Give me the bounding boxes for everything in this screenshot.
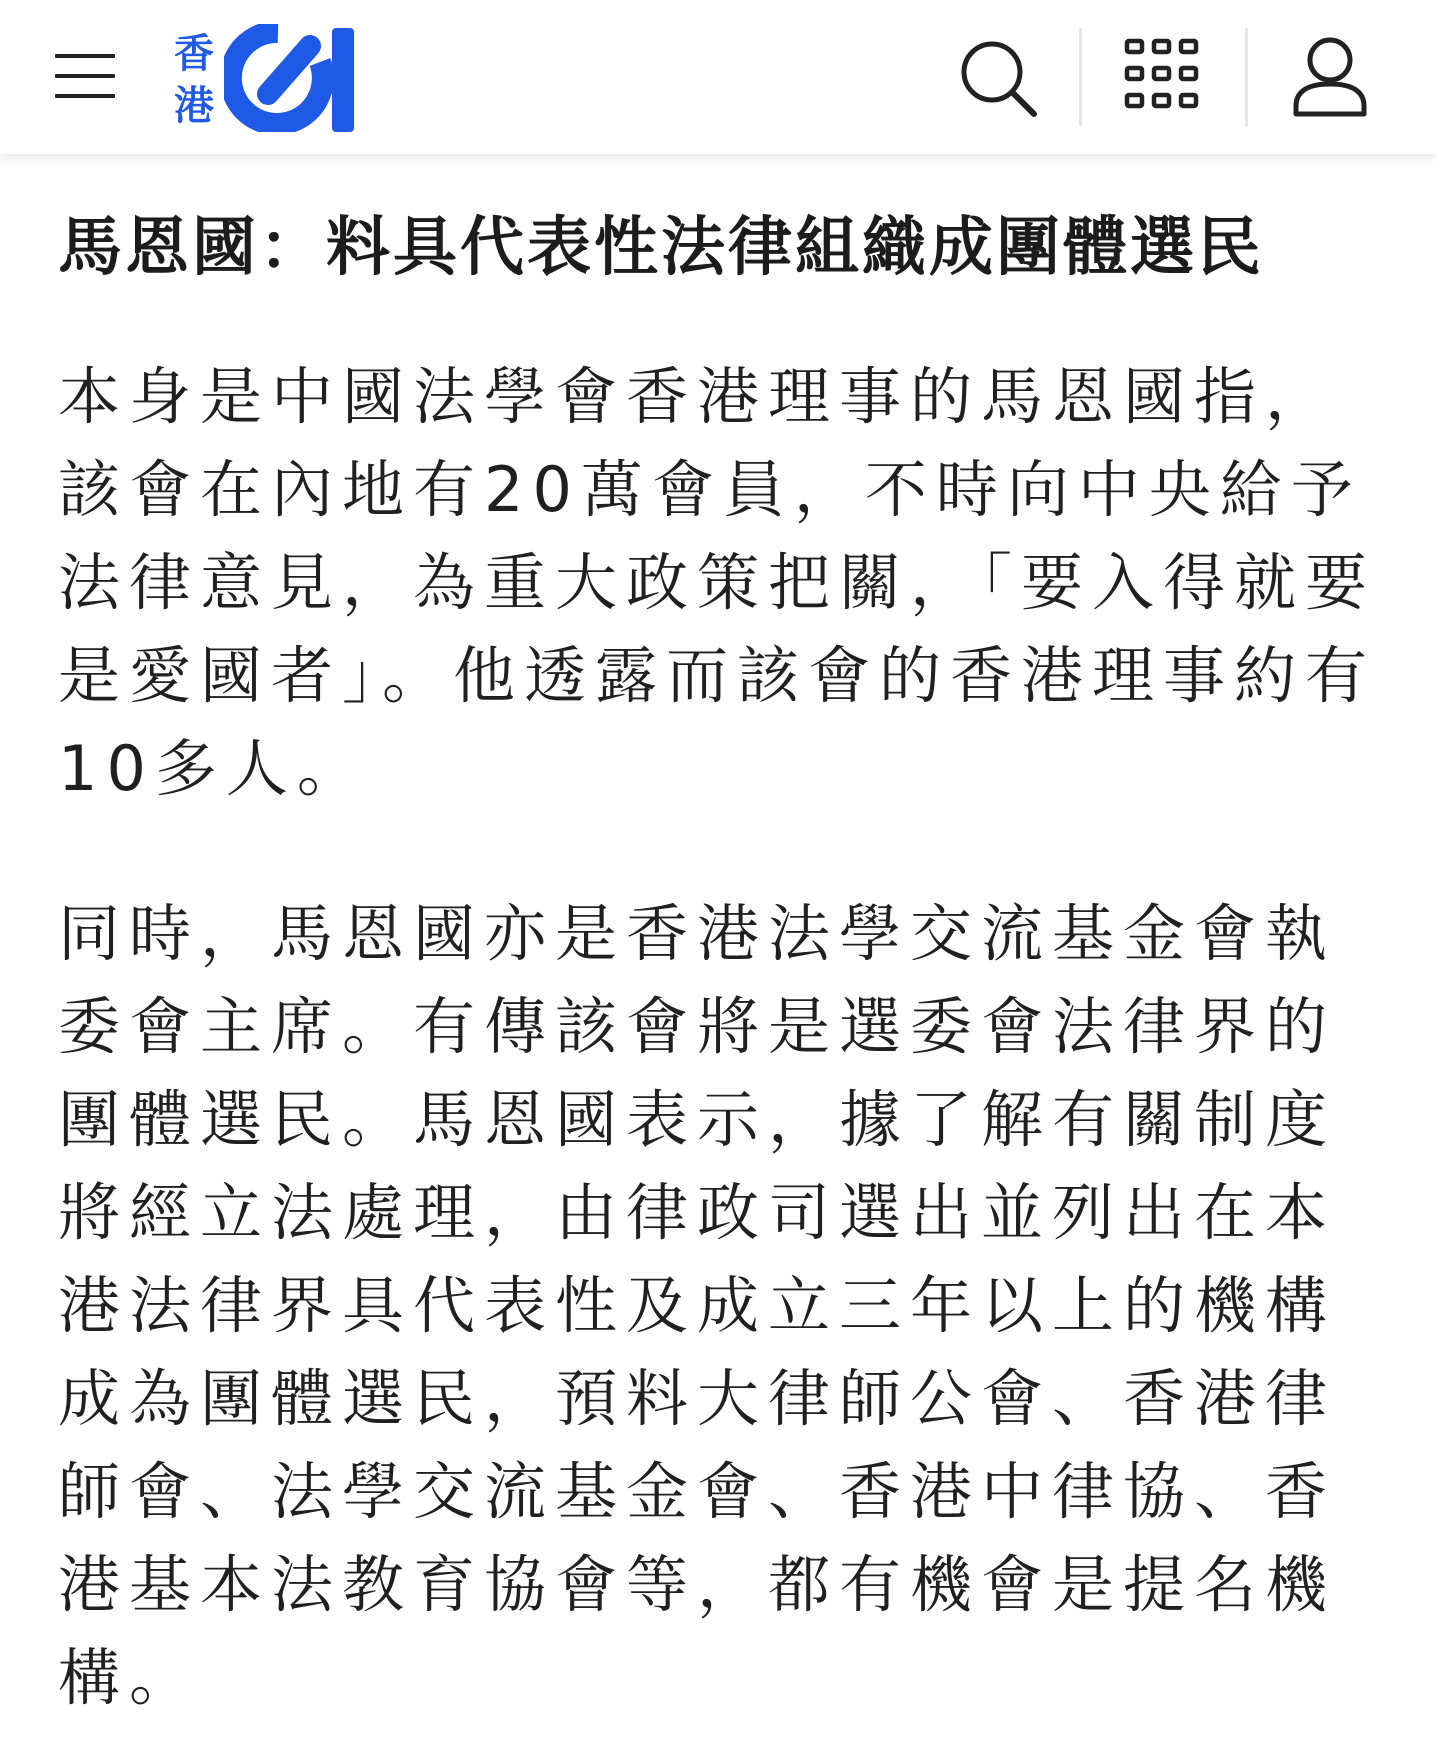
user-profile-icon — [1288, 34, 1372, 118]
logo-wordmark — [168, 28, 220, 132]
menu-bar-bottom — [55, 94, 115, 98]
logo-text-line1: 香 — [174, 31, 214, 77]
menu-bar-middle — [55, 74, 115, 78]
user-account-button[interactable] — [1288, 34, 1372, 118]
article-subheading: 馬恩國：料具代表性法律組織成團體選民 — [58, 211, 1264, 285]
search-icon — [956, 34, 1040, 118]
top-header — [0, 0, 1436, 154]
logo-text-line2: 港 — [174, 83, 214, 129]
hk01-logo[interactable] — [168, 22, 368, 134]
header-divider — [1079, 28, 1082, 126]
header-divider — [1245, 28, 1248, 126]
article-body — [58, 200, 1388, 1724]
article-paragraph: 同時，馬恩國亦是香港法學交流基金會執委會主席。有傳該會將是選委會法律界的團體選民。馬恩國表示，據了解有關制度將經立法處理，由律政司選出並列出在本港法律界具代表性及成立三年以上的機構成為團體選民，預料大律師公會、香港律師會、法學交流基金會、香港中律協、香港基本法教育協會等，都有機會是提名機構。 — [58, 897, 1337, 1714]
logo-01-mark — [224, 24, 364, 132]
search-button[interactable] — [956, 34, 1040, 118]
menu-bar-top — [55, 54, 115, 58]
grid-apps-icon — [1122, 34, 1206, 118]
apps-grid-button[interactable] — [1122, 34, 1206, 118]
hamburger-menu-button[interactable] — [55, 50, 115, 102]
article-paragraph: 本身是中國法學會香港理事的馬恩國指，該會在內地有20萬會員，不時向中央給予法律意見，為重大政策把關，「要入得就要是愛國者」。他透露而該會的香港理事約有10多人。 — [58, 360, 1377, 805]
